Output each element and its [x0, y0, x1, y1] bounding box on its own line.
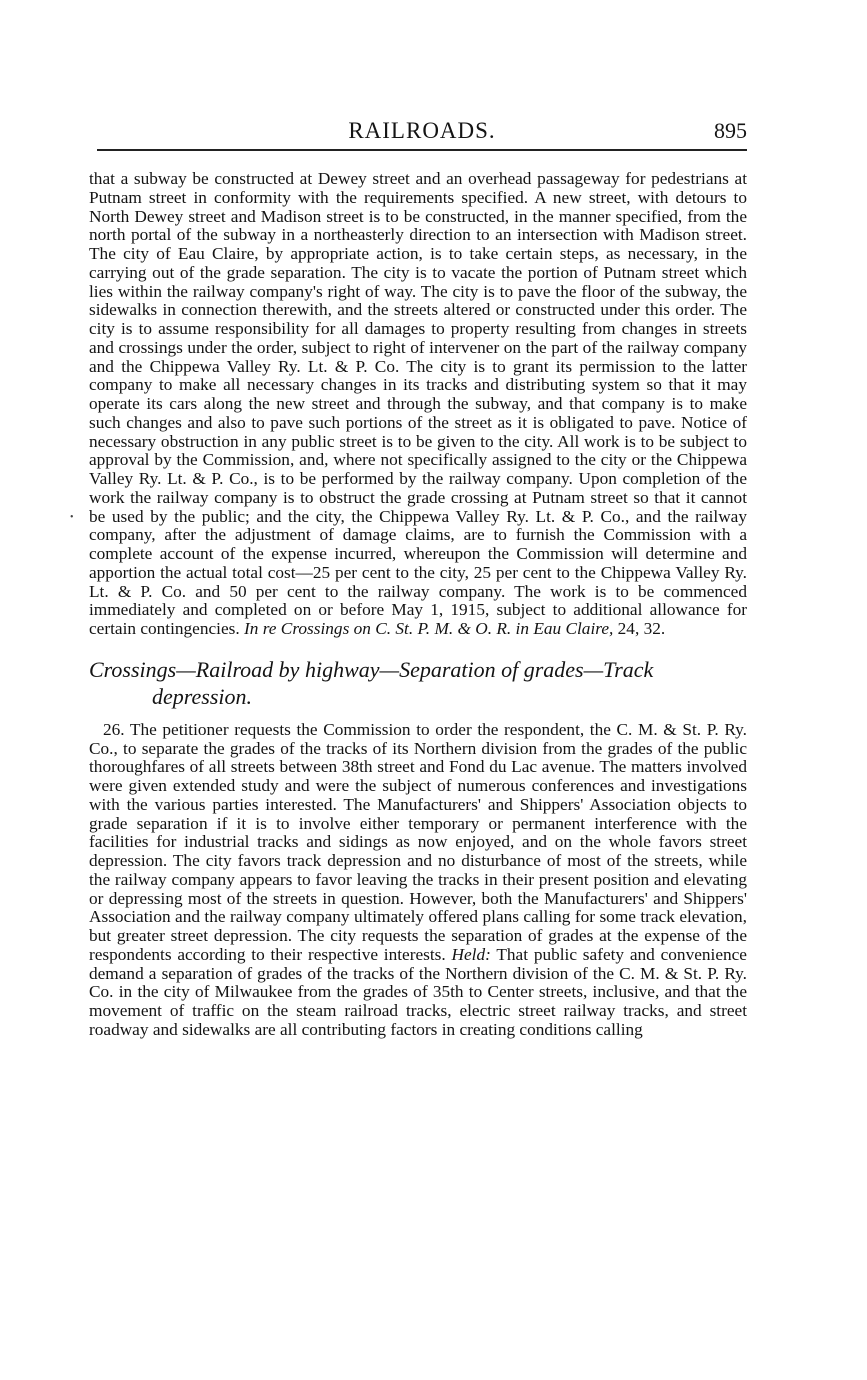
header-rule	[97, 149, 747, 151]
page-header	[97, 118, 747, 148]
paragraph-continuation	[89, 170, 747, 639]
paragraph-text: that a subway be constructed at Dewey street and an overhead passageway for pedestrians at Putnam street in conformity with the requirements specified. A new street, with detours to North Dewey street and Madison street is to be constructed, in the manner specified, from the north portal of the subway in a northeasterly direction to an intersection with Madison street. The city of Eau Claire, by appropriate action, is to take certain steps, as necessary, in the carrying out of the grade separation. The city is to vacate the portion of Putnam street which lies within the railway company's right of way. The city is to pave the floor of the subway, the sidewalks in connection therewith, and the streets altered or constructed under this order. The city is to assume responsibility for all damages to property resulting from changes in streets and crossings under the order, subject to right of intervener on the part of the railway company and the Chippewa Valley Ry. Lt. & P. Co. The city is to grant its permission to the latter company to make all necessary changes in its tracks and distributing system so that it may operate its cars along the new street and through the subway, and that company is to make such changes and also to pave such portions of the street as it is obligated to pave. Notice of necessary obstruction in any public street is to be given to the city. All work is to be subject to approval by the Commission, and, where not specifically assigned to the city or the Chippewa Valley Ry. Lt. & P. Co., is to be performed by the railway company. Upon completion of the work the railway company is to obstruct the grade crossing at Putnam street so that it cannot be used by the public; and the city, the Chippewa Valley Ry. Lt. & P. Co., and the railway company, after the adjustment of damage claims, are to furnish the Commission with a complete account of the expense incurred, whereupon the Commission will determine and apportion the actual total cost—25 per cent to the city, 25 per cent to the Chippewa Valley Ry. Lt. & P. Co. and 50 per cent to the railway company. The work is to be commenced immediately and completed on or before May 1, 1915, subject to additional allowance for certain contingencies.	[89, 169, 747, 638]
page-number: 895	[714, 118, 747, 143]
citation-reference: 24, 32.	[617, 619, 666, 638]
section-heading: Crossings—Railroad by highway—Separation of grades—Track depression.	[89, 656, 654, 709]
margin-mark: •	[70, 512, 74, 523]
running-title: RAILROADS.	[348, 118, 496, 143]
paragraph-26	[89, 721, 747, 1040]
page-body	[89, 170, 747, 1040]
paragraph-text: 26. The petitioner requests the Commission to order the respondent, the C. M. & St. P. Ry. Co., to separate the grades of the tracks of its Northern division from the grades of the public thoroughfares of all streets between 38th street and Fond du Lac avenue. The matters involved were given extended study and were the subject of numerous conferences and investigations with the various parties interested. The Manufacturers' and Shippers' Association objects to grade separation if it is to involve either temporary or permanent interference with the facilities for industrial tracks and sidings as now enjoyed, and on the whole favors street depression. The city favors track depression and no disturbance of most of the streets, while the railway company appears to favor leaving the tracks in their present position and elevating or depressing most of the streets in question. However, both the Manufacturers' and Shippers' Association and the railway company ultimately offered plans calling for some track elevation, but greater street depression. The city requests the separation of grades at the expense of the respondents according to their respective interests.	[89, 719, 747, 964]
held-label: Held:	[451, 944, 491, 964]
case-citation: In re Crossings on C. St. P. M. & O. R. in Eau Claire,	[244, 619, 614, 638]
holding-text: That public safety and convenience demand a separation of grades of the tracks of the Northern division of the C. M. & St. P. Ry. Co. in the city of Milwaukee from the grades of 35th to Center streets, inclusive, and that the movement of traffic on the steam railroad tracks, electric street railway tracks, and street roadway and sidewalks are all contributing factors in creating conditions calling	[89, 944, 747, 1039]
